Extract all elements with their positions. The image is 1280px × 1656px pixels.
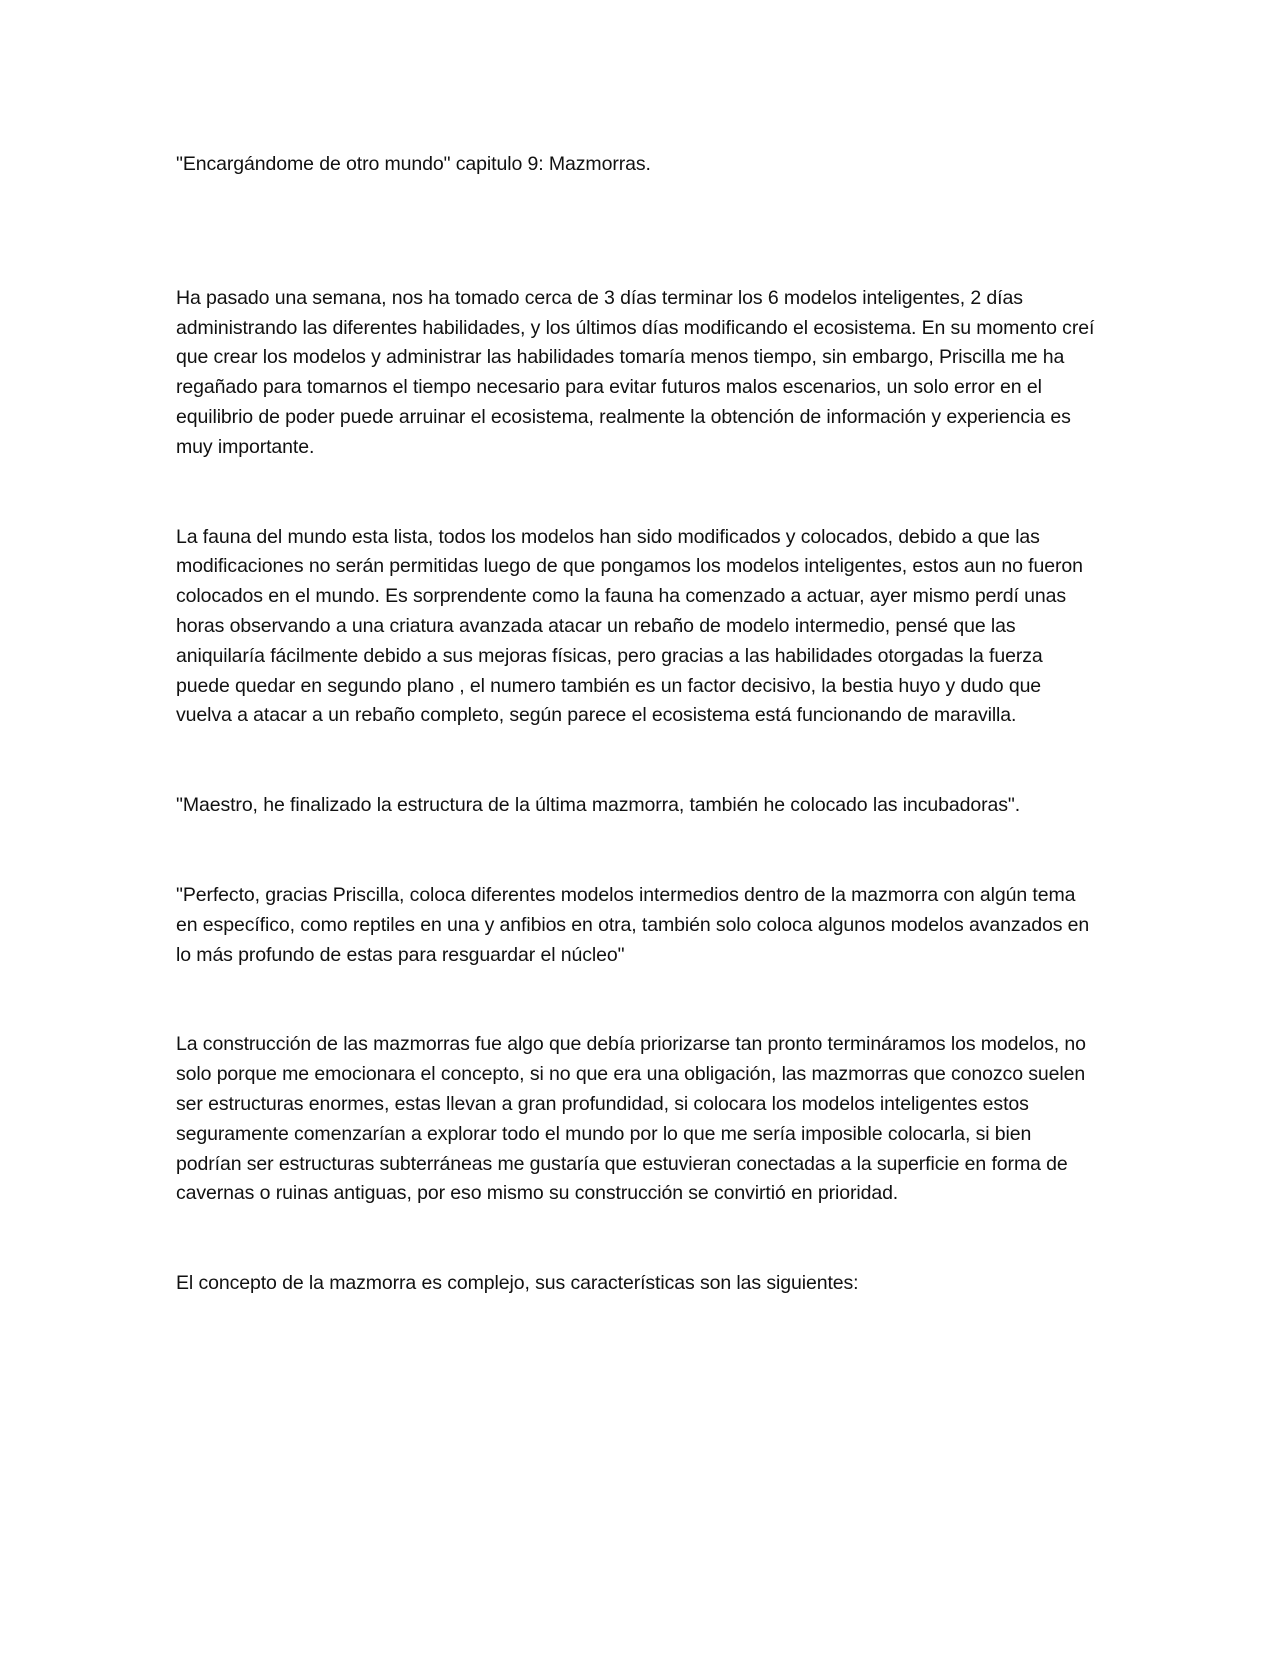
chapter-title: "Encargándome de otro mundo" capitulo 9: Mazmorras.: [176, 153, 651, 175]
paragraph-6: El concepto de la mazmorra es complejo, sus características son las siguientes:: [176, 1272, 859, 1295]
paragraph-4-dialogue: "Perfecto, gracias Priscilla, coloca diferentes modelos intermedios dentro de la mazmorra con algún tema en específico, como reptiles en una y anfibios en otra, también solo coloca algunos modelos avanzados en lo más profundo de estas para resguardar el núcleo": [176, 883, 1090, 966]
document-body: [176, 150, 1096, 1299]
paragraph-3-dialogue: "Maestro, he finalizado la estructura de la última mazmorra, también he colocado las incubadoras".: [176, 794, 1021, 817]
paragraph-2: La fauna del mundo esta lista, todos los modelos han sido modificados y colocados, debido a que las modificaciones no serán permitidas luego de que pongamos los modelos inteligentes, estos aun no fueron colocados en el mundo. Es sorprendente como la fauna ha comenzado a actuar, ayer mismo perdí unas horas observando a una criatura avanzada atacar un rebaño de modelo intermedio, pensé que las aniquilaría fácilmente debido a sus mejoras físicas, pero gracias a las habilidades otorgadas la fuerza puede quedar en segundo plano , el numero también es un factor decisivo, la bestia huyo y dudo que vuelva a atacar a un rebaño completo, según parece el ecosistema está funcionando de maravilla.: [176, 525, 1083, 727]
paragraph-5: La construcción de las mazmorras fue algo que debía priorizarse tan pronto termináramos los modelos, no solo porque me emocionara el concepto, si no que era una obligación, las mazmorras que conozco suelen ser estructuras enormes, estas llevan a gran profundidad, si colocara los modelos inteligentes estos seguramente comenzarían a explorar todo el mundo por lo que me sería imposible colocarla, si bien podrían ser estructuras subterráneas me gustaría que estuvieran conectadas a la superficie en forma de cavernas o ruinas antiguas, por eso mismo su construcción se convirtió en prioridad.: [176, 1033, 1086, 1205]
paragraph-1: Ha pasado una semana, nos ha tomado cerca de 3 días terminar los 6 modelos inteligentes, 2 días administrando las diferentes habilidades, y los últimos días modificando el ecosistema. En su momento creí que crear los modelos y administrar las habilidades tomaría menos tiempo, sin embargo, Priscilla me ha regañado para tomarnos el tiempo necesario para evitar futuros malos escenarios, un solo error en el equilibrio de poder puede arruinar el ecosistema, realmente la obtención de información y experiencia es muy importante.: [176, 286, 1095, 458]
